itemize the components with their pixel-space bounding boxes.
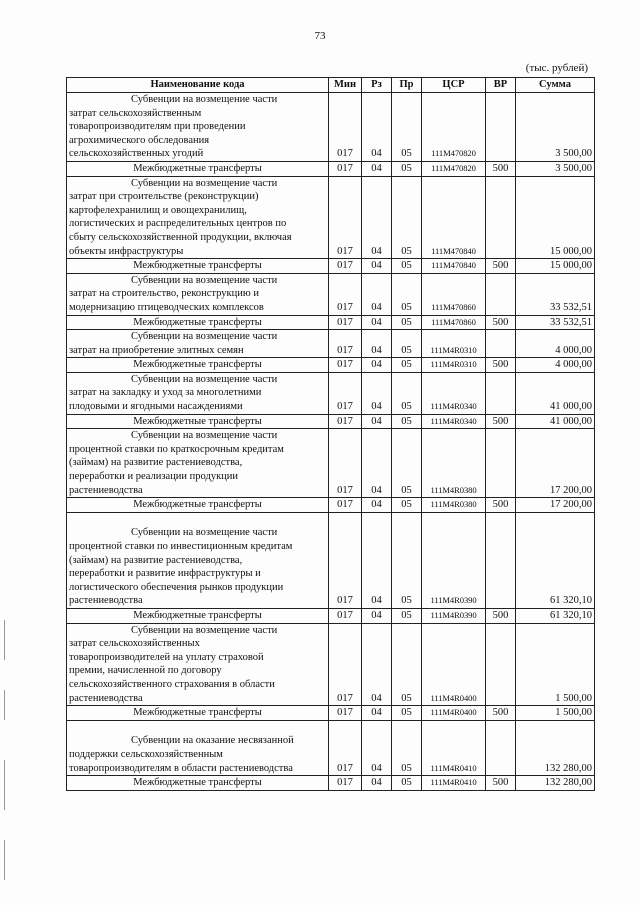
item-name-line: сбыту сельскохозяйственной продукции, включая (69, 231, 292, 243)
transfer-row (67, 608, 595, 623)
item-name-line (69, 513, 326, 527)
cell-min: 017 (329, 273, 362, 315)
cell-csr: 111M4R0410 (422, 720, 486, 775)
cell-sum: 1 500,00 (516, 623, 595, 706)
cell-rz: 04 (362, 429, 392, 498)
table-row (67, 372, 595, 414)
header-pr: Пр (392, 78, 422, 93)
table-row (67, 429, 595, 498)
item-name-line: логистических и распределительных центров по (69, 218, 287, 230)
transfer-cell-pr: 05 (392, 414, 422, 429)
header-name: Наименование кода (67, 78, 329, 93)
cell-rz: 04 (362, 330, 392, 358)
transfer-cell-sum: 41 000,00 (516, 414, 595, 429)
item-name-cell (67, 720, 329, 775)
cell-sum: 61 320,10 (516, 512, 595, 608)
cell-pr: 05 (392, 176, 422, 259)
transfer-row (67, 259, 595, 274)
transfer-cell-sum: 15 000,00 (516, 259, 595, 274)
transfer-cell-vr: 500 (486, 161, 516, 176)
transfer-cell-pr: 05 (392, 259, 422, 274)
cell-vr (486, 176, 516, 259)
item-name-line: переработки и реализации продукции (69, 471, 239, 483)
transfer-cell-pr: 05 (392, 706, 422, 721)
transfer-label: Межбюджетные трансферты (67, 161, 329, 176)
cell-min: 017 (329, 429, 362, 498)
item-name-cell (67, 330, 329, 358)
transfer-cell-min: 017 (329, 776, 362, 791)
item-name-line: товаропроизводителям при проведении (69, 121, 246, 133)
transfer-cell-vr: 500 (486, 706, 516, 721)
transfer-cell-csr: 111M470820 (422, 161, 486, 176)
budget-table (66, 77, 595, 791)
transfer-cell-sum: 17 200,00 (516, 498, 595, 513)
item-name-cell (67, 512, 329, 608)
cell-min: 017 (329, 623, 362, 706)
cell-pr: 05 (392, 720, 422, 775)
cell-rz: 04 (362, 273, 392, 315)
cell-csr: 111M470820 (422, 93, 486, 162)
transfer-cell-rz: 04 (362, 414, 392, 429)
cell-rz: 04 (362, 93, 392, 162)
table-row (67, 93, 595, 162)
transfer-cell-csr: 111M4R0410 (422, 776, 486, 791)
transfer-cell-pr: 05 (392, 315, 422, 330)
item-name-cell (67, 429, 329, 498)
transfer-cell-rz: 04 (362, 706, 392, 721)
cell-min: 017 (329, 720, 362, 775)
table-body (67, 93, 595, 791)
cell-pr: 05 (392, 273, 422, 315)
transfer-cell-pr: 05 (392, 161, 422, 176)
cell-rz: 04 (362, 720, 392, 775)
transfer-cell-sum: 3 500,00 (516, 161, 595, 176)
transfer-cell-sum: 4 000,00 (516, 358, 595, 373)
transfer-cell-csr: 111M470860 (422, 315, 486, 330)
cell-min: 017 (329, 372, 362, 414)
transfer-cell-csr: 111M4R0310 (422, 358, 486, 373)
transfer-label: Межбюджетные трансферты (67, 608, 329, 623)
item-name-line (69, 721, 326, 735)
cell-csr: 111M470860 (422, 273, 486, 315)
item-name-cell (67, 372, 329, 414)
cell-csr: 111M4R0390 (422, 512, 486, 608)
item-name-cell (67, 93, 329, 162)
item-name-cell (67, 176, 329, 259)
item-name-line: премии, начисленной по договору (69, 665, 222, 677)
transfer-row (67, 498, 595, 513)
item-name-line: агрохимического обследования (69, 134, 210, 146)
page-number: 73 (314, 30, 326, 42)
transfer-cell-sum: 61 320,10 (516, 608, 595, 623)
cell-sum: 15 000,00 (516, 176, 595, 259)
cell-rz: 04 (362, 176, 392, 259)
item-name-line: объекты инфраструктуры (69, 245, 184, 257)
transfer-cell-vr: 500 (486, 608, 516, 623)
table-row (67, 176, 595, 259)
cell-csr: 111M470840 (422, 176, 486, 259)
cell-min: 017 (329, 176, 362, 259)
transfer-cell-min: 017 (329, 414, 362, 429)
item-name-line: Субвенции на возмещение части (131, 94, 278, 105)
item-name-line: растениеводства (69, 595, 143, 607)
cell-pr: 05 (392, 330, 422, 358)
transfer-cell-rz: 04 (362, 498, 392, 513)
transfer-cell-min: 017 (329, 358, 362, 373)
cell-min: 017 (329, 512, 362, 608)
table-row (67, 623, 595, 706)
cell-vr (486, 429, 516, 498)
item-name-line: растениеводства (69, 484, 143, 496)
transfer-cell-sum: 1 500,00 (516, 706, 595, 721)
transfer-cell-pr: 05 (392, 776, 422, 791)
item-name-line: Субвенции на возмещение части (131, 527, 278, 539)
cell-vr (486, 512, 516, 608)
item-name-cell (67, 623, 329, 706)
table-row (67, 330, 595, 358)
item-name-line: (займам) на развитие растениеводства, (69, 554, 243, 566)
cell-sum: 132 280,00 (516, 720, 595, 775)
transfer-cell-vr: 500 (486, 315, 516, 330)
transfer-cell-vr: 500 (486, 414, 516, 429)
cell-pr: 05 (392, 512, 422, 608)
table-row (67, 273, 595, 315)
cell-vr (486, 372, 516, 414)
cell-vr (486, 623, 516, 706)
item-name-line: Субвенции на возмещение части (131, 373, 278, 385)
item-name-line: затрат сельскохозяйственных (69, 638, 200, 650)
transfer-cell-min: 017 (329, 315, 362, 330)
transfer-label: Межбюджетные трансферты (67, 776, 329, 791)
header-csr: ЦСР (422, 78, 486, 93)
units-label: (тыс. рублей) (525, 62, 588, 74)
transfer-cell-min: 017 (329, 161, 362, 176)
item-name-cell (67, 273, 329, 315)
cell-csr: 111M4R0310 (422, 330, 486, 358)
transfer-row (67, 315, 595, 330)
scan-edge-marks (2, 620, 8, 890)
transfer-label: Межбюджетные трансферты (67, 358, 329, 373)
table-row (67, 720, 595, 775)
item-name-line: Субвенции на оказание несвязанной (131, 735, 294, 747)
item-name-line: плодовыми и ягодными насаждениями (69, 401, 243, 413)
cell-sum: 4 000,00 (516, 330, 595, 358)
cell-rz: 04 (362, 623, 392, 706)
transfer-cell-rz: 04 (362, 776, 392, 791)
item-name-line: процентной ставки по инвестиционным кредитам (69, 541, 293, 552)
item-name-line: (займам) на развитие растениеводства, (69, 457, 243, 469)
item-name-line: затрат на приобретение элитных семян (69, 344, 244, 356)
cell-pr: 05 (392, 372, 422, 414)
cell-rz: 04 (362, 372, 392, 414)
item-name-line: затрат сельскохозяйственным (69, 107, 202, 119)
transfer-label: Межбюджетные трансферты (67, 315, 329, 330)
item-name-line: поддержки сельскохозяйственным (69, 748, 223, 760)
transfer-label: Межбюджетные трансферты (67, 706, 329, 721)
transfer-cell-min: 017 (329, 706, 362, 721)
transfer-cell-rz: 04 (362, 259, 392, 274)
transfer-cell-rz: 04 (362, 315, 392, 330)
transfer-cell-vr: 500 (486, 358, 516, 373)
transfer-cell-rz: 04 (362, 161, 392, 176)
transfer-cell-sum: 132 280,00 (516, 776, 595, 791)
transfer-row (67, 358, 595, 373)
transfer-label: Межбюджетные трансферты (67, 414, 329, 429)
transfer-cell-csr: 111M4R0380 (422, 498, 486, 513)
item-name-line: растениеводства (69, 692, 143, 704)
cell-sum: 33 532,51 (516, 273, 595, 315)
cell-vr (486, 93, 516, 162)
cell-csr: 111M4R0380 (422, 429, 486, 498)
item-name-line: Субвенции на возмещение части (131, 274, 278, 286)
cell-vr (486, 330, 516, 358)
item-name-line: Субвенции на возмещение части (131, 331, 278, 343)
item-name-line: товаропроизводителей на уплату страховой (69, 651, 264, 663)
item-name-line: затрат при строительстве (реконструкции) (69, 191, 259, 203)
cell-min: 017 (329, 330, 362, 358)
transfer-cell-vr: 500 (486, 498, 516, 513)
item-name-line: логистического обеспечения рынков продукции (69, 581, 284, 593)
cell-csr: 111M4R0340 (422, 372, 486, 414)
item-name-line: картофелехранилищ и овощехранилищ, (69, 204, 247, 216)
transfer-cell-pr: 05 (392, 358, 422, 373)
cell-vr (486, 720, 516, 775)
transfer-row (67, 414, 595, 429)
cell-sum: 41 000,00 (516, 372, 595, 414)
cell-rz: 04 (362, 512, 392, 608)
header-min: Мин (329, 78, 362, 93)
item-name-line: затрат на строительство, реконструкцию и (69, 288, 259, 300)
table-header-row (67, 78, 595, 93)
transfer-cell-csr: 111M4R0400 (422, 706, 486, 721)
header-rz: Рз (362, 78, 392, 93)
item-name-line: Субвенции на возмещение части (131, 177, 278, 189)
cell-pr: 05 (392, 93, 422, 162)
transfer-cell-min: 017 (329, 259, 362, 274)
header-sum: Сумма (516, 78, 595, 93)
cell-pr: 05 (392, 429, 422, 498)
transfer-cell-csr: 111M4R0340 (422, 414, 486, 429)
transfer-cell-vr: 500 (486, 776, 516, 791)
item-name-line: сельскохозяйственного страхования в области (69, 678, 275, 690)
item-name-line: модернизацию птицеводческих комплексов (69, 301, 264, 313)
transfer-cell-sum: 33 532,51 (516, 315, 595, 330)
item-name-line: Субвенции на возмещение части (131, 624, 278, 636)
header-vr: ВР (486, 78, 516, 93)
transfer-cell-csr: 111M4R0390 (422, 608, 486, 623)
transfer-cell-rz: 04 (362, 608, 392, 623)
item-name-line: Субвенции на возмещение части (131, 430, 278, 442)
cell-csr: 111M4R0400 (422, 623, 486, 706)
item-name-line: сельскохозяйственных угодий (69, 148, 204, 160)
cell-vr (486, 273, 516, 315)
table-row (67, 512, 595, 608)
transfer-cell-pr: 05 (392, 608, 422, 623)
item-name-line: товаропроизводителям в области растениеводства (69, 762, 293, 774)
transfer-cell-rz: 04 (362, 358, 392, 373)
item-name-line: переработки и развитие инфраструктуры и (69, 568, 261, 580)
transfer-cell-min: 017 (329, 608, 362, 623)
transfer-row (67, 776, 595, 791)
transfer-cell-vr: 500 (486, 259, 516, 274)
item-name-line: затрат на закладку и уход за многолетними (69, 387, 262, 399)
transfer-cell-min: 017 (329, 498, 362, 513)
transfer-cell-csr: 111M470840 (422, 259, 486, 274)
transfer-label: Межбюджетные трансферты (67, 498, 329, 513)
transfer-row (67, 161, 595, 176)
transfer-label: Межбюджетные трансферты (67, 259, 329, 274)
cell-pr: 05 (392, 623, 422, 706)
cell-sum: 3 500,00 (516, 93, 595, 162)
transfer-row (67, 706, 595, 721)
cell-sum: 17 200,00 (516, 429, 595, 498)
cell-min: 017 (329, 93, 362, 162)
transfer-cell-pr: 05 (392, 498, 422, 513)
item-name-line: процентной ставки по краткосрочным кредитам (69, 443, 284, 455)
